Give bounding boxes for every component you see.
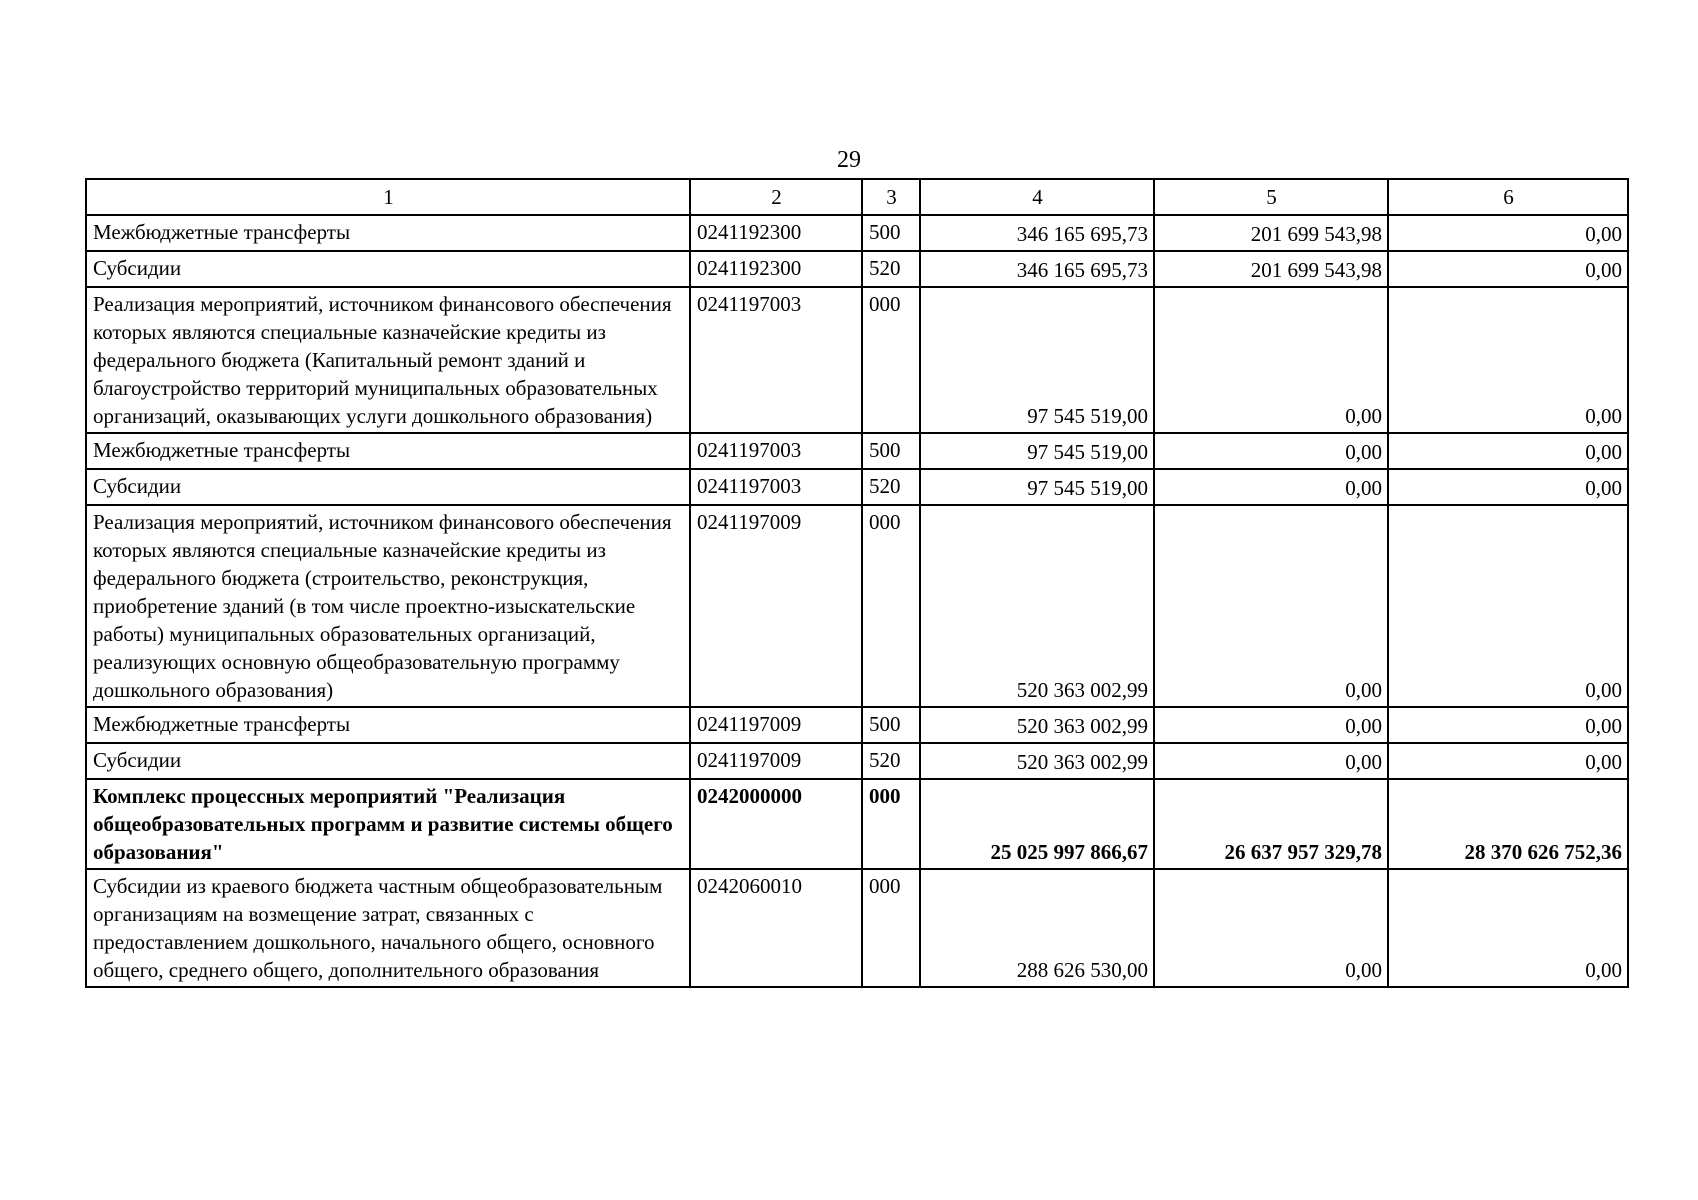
row-value-col4: 520 363 002,99 (920, 743, 1154, 779)
row-value-col6: 0,00 (1388, 505, 1628, 707)
header-cell-2: 2 (690, 179, 862, 215)
row-value-col4: 25 025 997 866,67 (920, 779, 1154, 869)
table-row (86, 869, 1628, 987)
row-expense-type: 000 (862, 287, 920, 433)
row-value-col6: 0,00 (1388, 469, 1628, 505)
row-expense-type: 000 (862, 505, 920, 707)
row-expense-type: 000 (862, 779, 920, 869)
header-cell-1: 1 (86, 179, 690, 215)
row-target-code: 0242060010 (690, 869, 862, 987)
row-expense-type: 520 (862, 469, 920, 505)
table-row (86, 505, 1628, 707)
row-value-col5: 201 699 543,98 (1154, 215, 1388, 251)
row-value-col5: 26 637 957 329,78 (1154, 779, 1388, 869)
row-target-code: 0241192300 (690, 251, 862, 287)
row-target-code: 0241197009 (690, 505, 862, 707)
page-number: 29 (837, 147, 861, 173)
row-target-code: 0241197003 (690, 469, 862, 505)
row-expense-type: 500 (862, 707, 920, 743)
row-value-col4: 97 545 519,00 (920, 433, 1154, 469)
header-cell-5: 5 (1154, 179, 1388, 215)
row-name: Межбюджетные трансферты (86, 707, 690, 743)
header-cell-3: 3 (862, 179, 920, 215)
row-expense-type: 500 (862, 433, 920, 469)
row-target-code: 0241197009 (690, 707, 862, 743)
row-expense-type: 000 (862, 869, 920, 987)
row-value-col5: 0,00 (1154, 469, 1388, 505)
row-value-col5: 0,00 (1154, 433, 1388, 469)
row-name: Комплекс процессных мероприятий "Реализация общеобразовательных программ и развитие системы общего образования" (86, 779, 690, 869)
table-row (86, 707, 1628, 743)
row-value-col4: 288 626 530,00 (920, 869, 1154, 987)
row-name: Реализация мероприятий, источником финансового обеспечения которых являются специальные казначейские кредиты из федерального бюджета (Капитальный ремонт зданий и благоустройство территорий муниципальных образовательных организаций, оказывающих услуги дошкольного образования) (86, 287, 690, 433)
row-value-col5: 0,00 (1154, 743, 1388, 779)
table-row (86, 287, 1628, 433)
row-value-col6: 0,00 (1388, 707, 1628, 743)
row-value-col5: 0,00 (1154, 869, 1388, 987)
row-target-code: 0241192300 (690, 215, 862, 251)
row-target-code: 0242000000 (690, 779, 862, 869)
row-name: Межбюджетные трансферты (86, 433, 690, 469)
table-row (86, 215, 1628, 251)
row-value-col6: 0,00 (1388, 743, 1628, 779)
table-header-row (86, 179, 1628, 215)
row-name: Межбюджетные трансферты (86, 215, 690, 251)
table-row (86, 779, 1628, 869)
row-value-col6: 28 370 626 752,36 (1388, 779, 1628, 869)
row-expense-type: 520 (862, 251, 920, 287)
row-name: Субсидии из краевого бюджета частным общеобразовательным организациям на возмещение затрат, связанных с предоставлением дошкольного, начального общего, основного общего, среднего общего, дополнительного образования (86, 869, 690, 987)
row-expense-type: 500 (862, 215, 920, 251)
row-value-col4: 346 165 695,73 (920, 215, 1154, 251)
header-cell-4: 4 (920, 179, 1154, 215)
row-value-col6: 0,00 (1388, 433, 1628, 469)
table-row (86, 251, 1628, 287)
table-row (86, 433, 1628, 469)
table-row (86, 469, 1628, 505)
row-value-col6: 0,00 (1388, 869, 1628, 987)
table-row (86, 743, 1628, 779)
row-value-col6: 0,00 (1388, 287, 1628, 433)
budget-table (85, 178, 1629, 988)
row-value-col4: 520 363 002,99 (920, 707, 1154, 743)
row-value-col5: 0,00 (1154, 707, 1388, 743)
row-name: Реализация мероприятий, источником финансового обеспечения которых являются специальные казначейские кредиты из федерального бюджета (строительство, реконструкция, приобретение зданий (в том числе проектно-изыскательские работы) муниципальных образовательных организаций, реализующих основную общеобразовательную программу дошкольного образования) (86, 505, 690, 707)
row-value-col4: 97 545 519,00 (920, 287, 1154, 433)
row-value-col5: 0,00 (1154, 287, 1388, 433)
row-value-col5: 201 699 543,98 (1154, 251, 1388, 287)
row-name: Субсидии (86, 743, 690, 779)
row-name: Субсидии (86, 469, 690, 505)
row-target-code: 0241197009 (690, 743, 862, 779)
row-target-code: 0241197003 (690, 287, 862, 433)
row-expense-type: 520 (862, 743, 920, 779)
row-value-col4: 520 363 002,99 (920, 505, 1154, 707)
row-value-col6: 0,00 (1388, 251, 1628, 287)
row-name: Субсидии (86, 251, 690, 287)
row-value-col6: 0,00 (1388, 215, 1628, 251)
row-target-code: 0241197003 (690, 433, 862, 469)
row-value-col5: 0,00 (1154, 505, 1388, 707)
row-value-col4: 346 165 695,73 (920, 251, 1154, 287)
row-value-col4: 97 545 519,00 (920, 469, 1154, 505)
header-cell-6: 6 (1388, 179, 1628, 215)
